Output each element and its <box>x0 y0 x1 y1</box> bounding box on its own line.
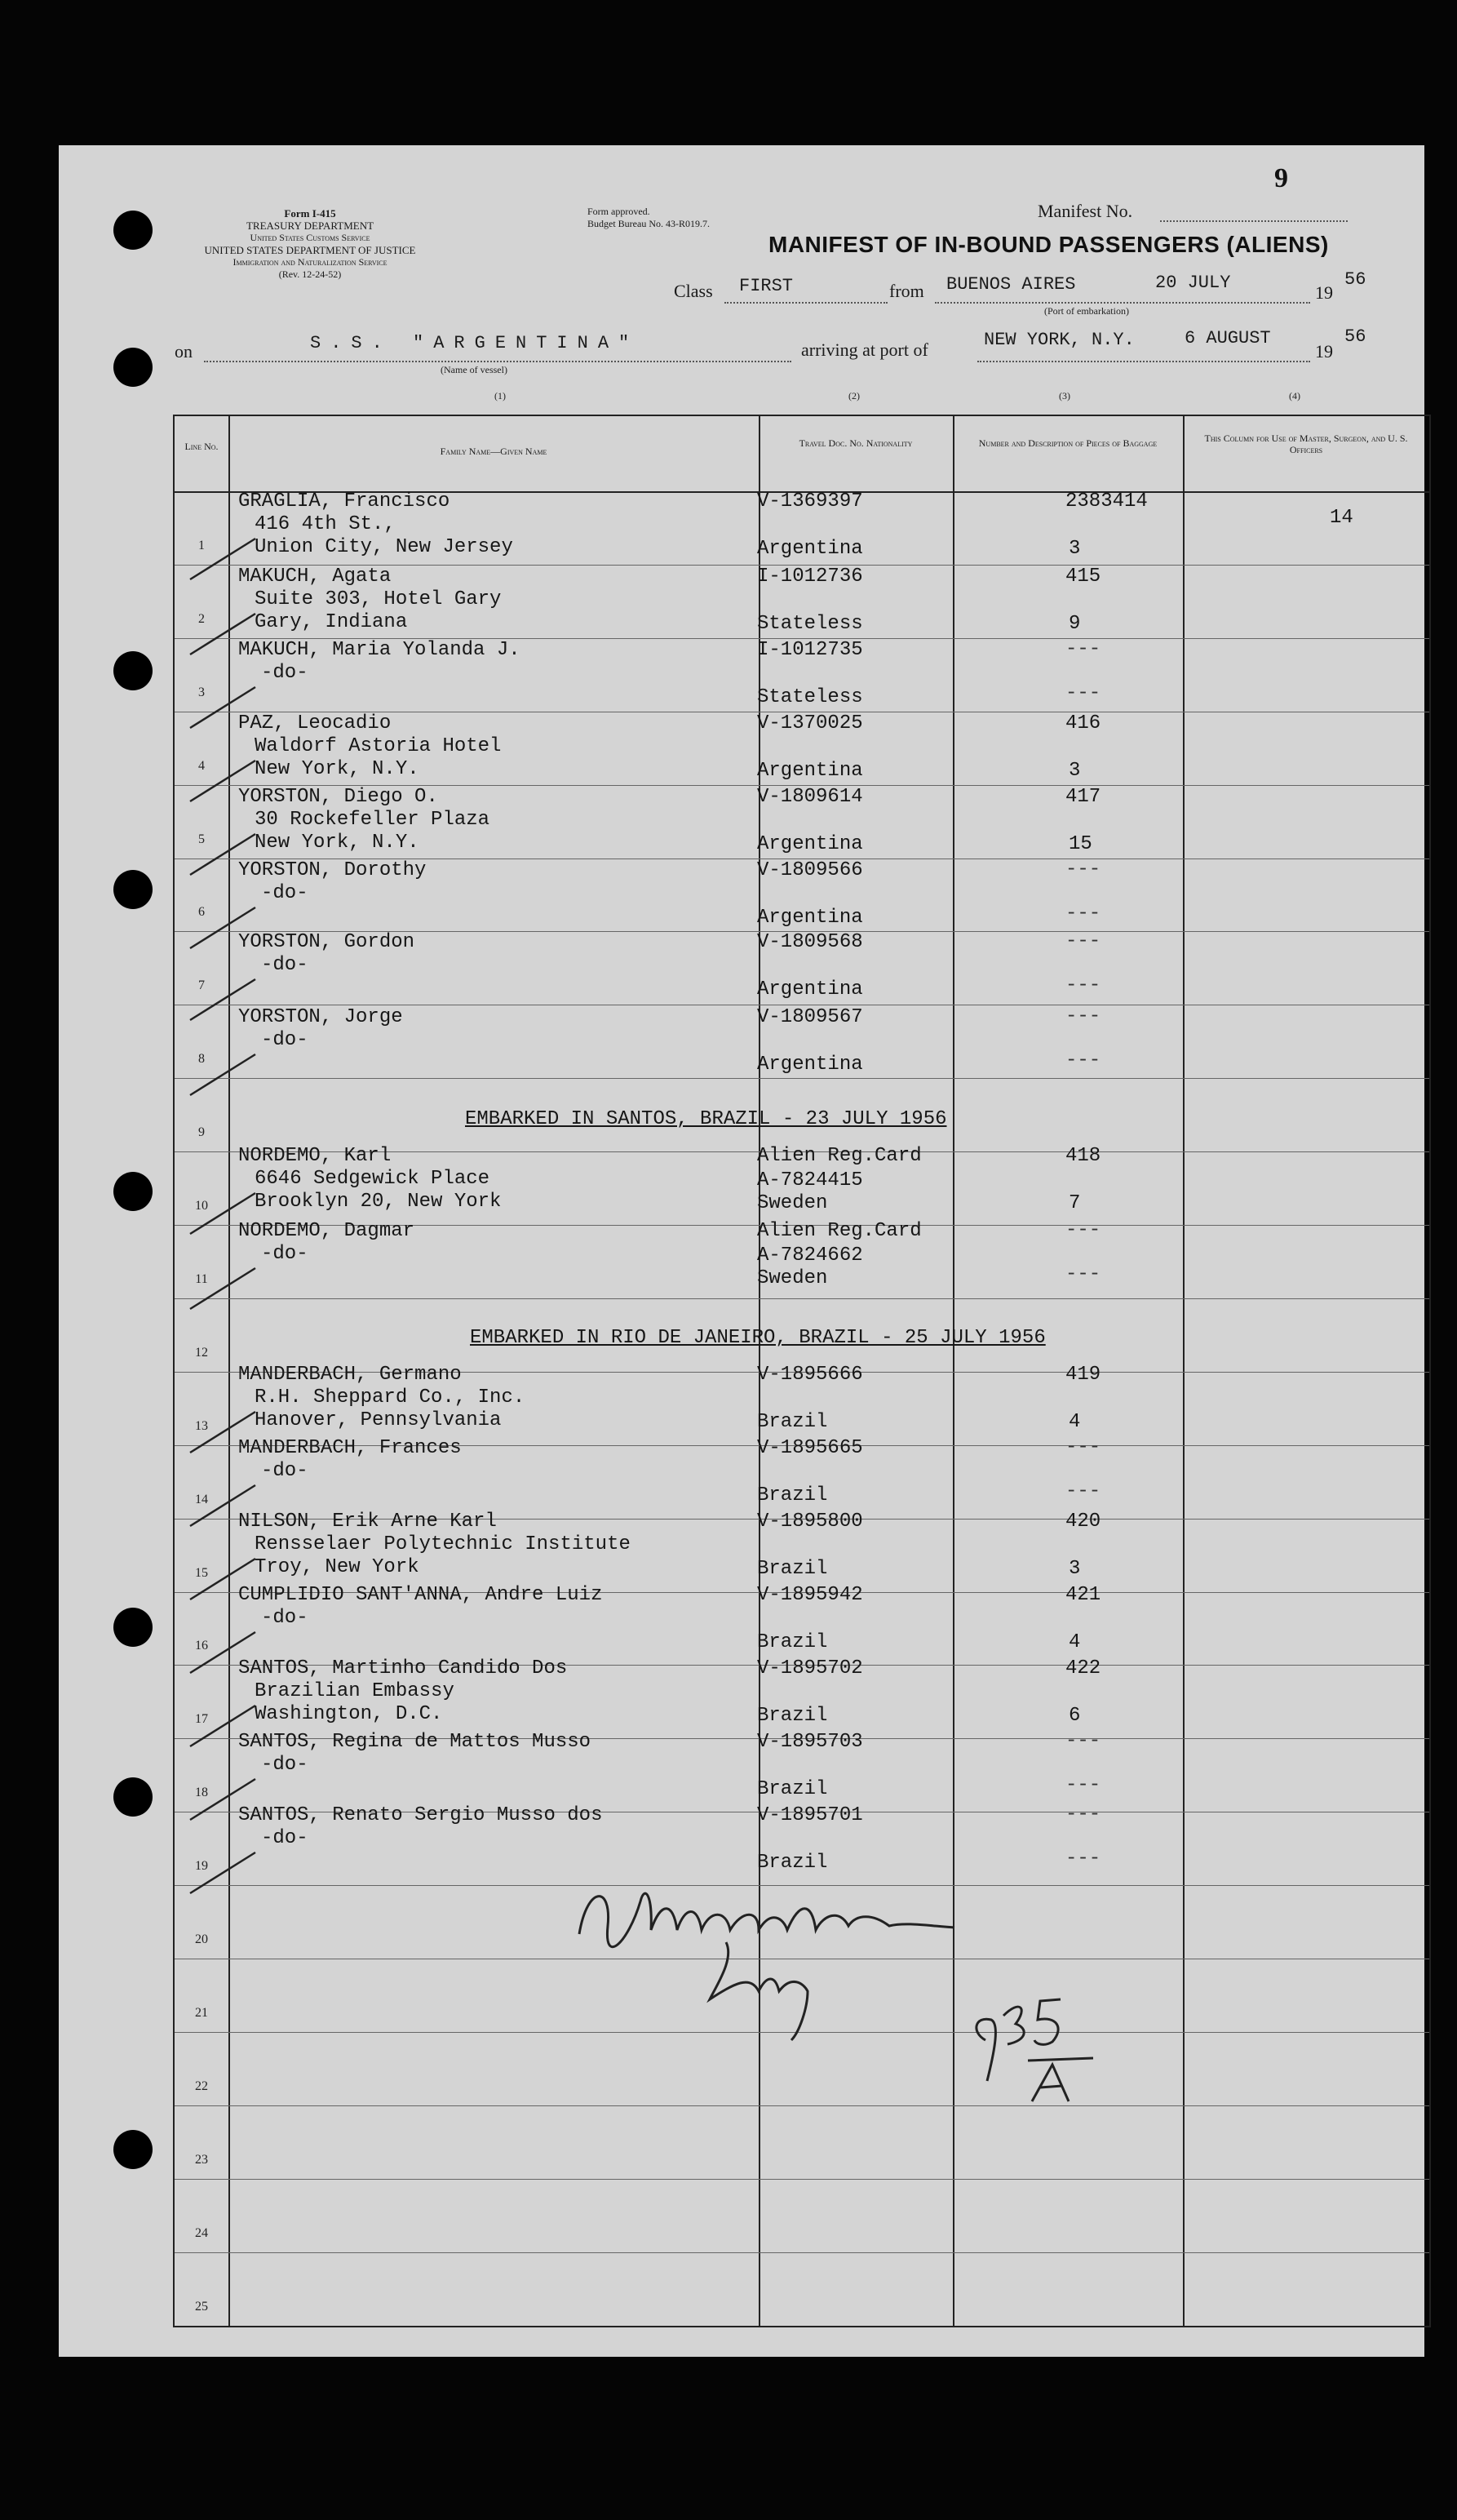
baggage-pieces: --- <box>1065 974 1101 996</box>
officer-note: 14 <box>1330 507 1353 529</box>
arriving-label: arriving at port of <box>801 339 928 360</box>
travel-doc-no: V-1809614 <box>757 786 863 808</box>
passenger-address: R.H. Sheppard Co., Inc. <box>255 1386 525 1409</box>
baggage-pieces: --- <box>1065 1848 1101 1870</box>
nationality: Brazil <box>757 1778 828 1800</box>
baggage-number: --- <box>1065 1005 1101 1027</box>
row-divider <box>175 2252 1429 2253</box>
page-number: 9 <box>1274 163 1288 193</box>
line-number: 10 <box>195 1199 208 1213</box>
travel-doc-no: V-1895701 <box>757 1804 863 1826</box>
passenger-address: -do- <box>261 1607 308 1629</box>
baggage-number: 419 <box>1065 1364 1101 1386</box>
baggage-pieces: 6 <box>1069 1705 1081 1727</box>
passenger-address: Gary, Indiana <box>255 611 408 633</box>
check-mark <box>186 1844 259 1901</box>
check-mark <box>186 1260 259 1317</box>
passenger-name: MAKUCH, Agata <box>238 566 392 588</box>
passenger-address: -do- <box>261 882 308 904</box>
line-number: 5 <box>198 832 205 846</box>
nationality: Argentina <box>757 978 863 1000</box>
baggage-number: 416 <box>1065 712 1101 734</box>
travel-doc-no: V-1895665 <box>757 1437 863 1459</box>
col-header-line: Line No. <box>184 441 219 452</box>
embarkation-heading: EMBARKED IN SANTOS, BRAZIL - 23 JULY 1956 <box>465 1108 947 1130</box>
passenger-name: NILSON, Erik Arne Karl <box>238 1511 497 1533</box>
passenger-address: Brooklyn 20, New York <box>255 1191 502 1213</box>
passenger-address: -do- <box>261 1029 308 1051</box>
form-header <box>163 207 457 281</box>
ins: Immigration and Naturalization Service <box>232 256 388 268</box>
passenger-name: SANTOS, Renato Sergio Musso dos <box>238 1804 603 1826</box>
baggage-number: 420 <box>1065 1511 1101 1533</box>
baggage-number: --- <box>1065 1803 1101 1826</box>
row-divider <box>175 2179 1429 2180</box>
passenger-name: YORSTON, Jorge <box>238 1006 403 1028</box>
year-suffix: 56 <box>1344 326 1366 347</box>
line-number: 15 <box>195 1565 208 1580</box>
vessel-name: S.S. "ARGENTINA" <box>310 333 640 353</box>
line-number: 16 <box>195 1639 208 1653</box>
baggage-number: --- <box>1065 1219 1101 1241</box>
line-number: 17 <box>195 1712 208 1727</box>
travel-doc-no: I-1012735 <box>757 639 863 661</box>
passenger-address: -do- <box>261 1243 308 1265</box>
line-number: 23 <box>195 2152 208 2167</box>
baggage-number: 418 <box>1065 1145 1101 1167</box>
passenger-name: CUMPLIDIO SANT'ANNA, Andre Luiz <box>238 1584 603 1606</box>
travel-doc-no: Alien Reg.Card <box>757 1145 922 1167</box>
arrival-line <box>977 361 1310 362</box>
line-number: 20 <box>195 1932 208 1946</box>
binder-hole <box>113 1777 153 1817</box>
baggage-number: 2383414 <box>1065 490 1148 512</box>
passenger-address: Washington, D.C. <box>255 1703 443 1725</box>
passenger-name: YORSTON, Diego O. <box>238 786 438 808</box>
travel-doc-no: I-1012736 <box>757 566 863 588</box>
nationality: Brazil <box>757 1705 828 1727</box>
row-divider <box>175 1078 1429 1079</box>
binder-hole <box>113 2130 153 2169</box>
baggage-number: 422 <box>1065 1657 1101 1679</box>
passenger-address: Brazilian Embassy <box>255 1680 454 1702</box>
line-number: 4 <box>198 758 205 773</box>
passenger-name: NORDEMO, Dagmar <box>238 1220 415 1242</box>
line-number: 7 <box>198 978 205 993</box>
port-caption: (Port of embarkation) <box>1044 305 1129 317</box>
form-id: Form I-415 <box>284 207 336 220</box>
baggage-pieces: 9 <box>1069 613 1081 635</box>
passenger-address: -do- <box>261 954 308 976</box>
doj: UNITED STATES DEPARTMENT OF JUSTICE <box>204 244 416 256</box>
passenger-name: GRAGLIA, Francisco <box>238 490 450 512</box>
passenger-name: YORSTON, Gordon <box>238 931 415 953</box>
baggage-pieces: --- <box>1065 1774 1101 1796</box>
passenger-address: 6646 Sedgewick Place <box>255 1168 490 1190</box>
travel-doc-no: V-1895800 <box>757 1511 863 1533</box>
passenger-address: -do- <box>261 662 308 684</box>
baggage-pieces: 7 <box>1069 1192 1081 1214</box>
nationality: Argentina <box>757 907 863 929</box>
passenger-address: New York, N.Y. <box>255 832 419 854</box>
baggage-number: --- <box>1065 858 1101 881</box>
nationality: Stateless <box>757 686 863 708</box>
travel-doc-no: V-1370025 <box>757 712 863 734</box>
from-date: 20 JULY <box>1155 273 1231 293</box>
passenger-address: New York, N.Y. <box>255 758 419 780</box>
passenger-name: PAZ, Leocadio <box>238 712 392 734</box>
baggage-pieces: --- <box>1065 903 1101 925</box>
baggage-pieces: 3 <box>1069 1558 1081 1580</box>
nationality: Stateless <box>757 613 863 635</box>
baggage-number: 417 <box>1065 786 1101 808</box>
travel-doc-no: V-1895703 <box>757 1731 863 1753</box>
baggage-pieces: 15 <box>1069 833 1092 855</box>
page-title: MANIFEST OF IN-BOUND PASSENGERS (ALIENS) <box>768 232 1329 257</box>
nationality: Sweden <box>757 1192 828 1214</box>
passenger-address: 416 4th St., <box>255 513 396 535</box>
on-label: on <box>175 341 193 362</box>
class-line <box>724 302 888 304</box>
from-line <box>935 302 1310 304</box>
passenger-address: Rensselaer Polytechnic Institute <box>255 1533 631 1555</box>
nationality: Argentina <box>757 1054 863 1076</box>
binder-hole <box>113 211 153 250</box>
passenger-name: NORDEMO, Karl <box>238 1145 392 1167</box>
year-suffix: 56 <box>1344 269 1366 290</box>
approval-block <box>587 206 799 230</box>
year-prefix: 19 <box>1315 341 1333 362</box>
baggage-pieces: 3 <box>1069 760 1081 782</box>
line-number: 3 <box>198 685 205 699</box>
class-value: FIRST <box>739 276 794 296</box>
travel-doc-no: V-1895702 <box>757 1657 863 1679</box>
time-annotation <box>971 1983 1134 2114</box>
line-number: 24 <box>195 2225 208 2240</box>
treasury-dept: TREASURY DEPARTMENT <box>246 220 374 232</box>
travel-doc-no: V-1809568 <box>757 931 863 953</box>
line-number: 13 <box>195 1418 208 1433</box>
line-number: 18 <box>195 1786 208 1800</box>
baggage-number: --- <box>1065 1730 1101 1752</box>
col-header-travel: Travel Doc. No. Nationality <box>799 437 913 449</box>
passenger-address: Troy, New York <box>255 1556 419 1578</box>
year-prefix: 19 <box>1315 282 1333 303</box>
baggage-number: 421 <box>1065 1584 1101 1606</box>
class-label: Class <box>674 281 713 301</box>
col-number: (1) <box>494 390 506 402</box>
passenger-name: YORSTON, Dorothy <box>238 859 427 881</box>
passenger-name: MANDERBACH, Germano <box>238 1364 462 1386</box>
line-number: 25 <box>195 2299 208 2314</box>
passenger-name: MANDERBACH, Frances <box>238 1437 462 1459</box>
travel-doc-no: V-1895942 <box>757 1584 863 1606</box>
baggage-pieces: --- <box>1065 1263 1101 1285</box>
passenger-name: SANTOS, Regina de Mattos Musso <box>238 1731 591 1753</box>
baggage-pieces: 4 <box>1069 1411 1081 1433</box>
passenger-address: 30 Rockefeller Plaza <box>255 809 490 831</box>
travel-doc-no: V-1809567 <box>757 1006 863 1028</box>
col-number: (3) <box>1059 390 1070 402</box>
arrival-port: NEW YORK, N.Y. <box>984 330 1135 350</box>
embarkation-heading: EMBARKED IN RIO DE JANEIRO, BRAZIL - 25 JULY 1956 <box>470 1327 1046 1349</box>
line-number: 22 <box>195 2079 208 2093</box>
nationality: Brazil <box>757 1631 828 1653</box>
col-header-name: Family Name—Given Name <box>440 446 547 457</box>
rev-date: (Rev. 12-24-52) <box>278 268 342 280</box>
arrival-date: 6 AUGUST <box>1185 328 1271 348</box>
baggage-pieces: --- <box>1065 1049 1101 1071</box>
from-value: BUENOS AIRES <box>946 274 1076 295</box>
baggage-number: --- <box>1065 638 1101 660</box>
passenger-address: Union City, New Jersey <box>255 536 513 558</box>
passenger-address: -do- <box>261 1754 308 1776</box>
passenger-address: -do- <box>261 1827 308 1849</box>
nationality: Brazil <box>757 1558 828 1580</box>
passenger-name: MAKUCH, Maria Yolanda J. <box>238 639 520 661</box>
passenger-name: SANTOS, Martinho Candido Dos <box>238 1657 568 1679</box>
col-header-officers: This Column for Use of Master, Surgeon, and U. S. Officers <box>1204 433 1408 455</box>
line-number: 1 <box>198 538 205 552</box>
baggage-number: --- <box>1065 930 1101 952</box>
baggage-number: 415 <box>1065 566 1101 588</box>
line-number: 19 <box>195 1859 208 1874</box>
baggage-pieces: 4 <box>1069 1631 1081 1653</box>
vessel-line <box>204 361 791 362</box>
line-number: 14 <box>195 1492 208 1506</box>
col-number: (4) <box>1289 390 1300 402</box>
line-number: 6 <box>198 905 205 920</box>
travel-doc-no: A-7824662 <box>757 1244 863 1267</box>
passenger-address: -do- <box>261 1460 308 1482</box>
travel-doc-no: V-1895666 <box>757 1364 863 1386</box>
travel-doc-no: V-1809566 <box>757 859 863 881</box>
baggage-number: --- <box>1065 1436 1101 1458</box>
binder-hole <box>113 1172 153 1211</box>
check-mark <box>186 1046 259 1103</box>
nationality: Brazil <box>757 1484 828 1506</box>
manifest-no-label: Manifest No. <box>1038 201 1133 221</box>
line-number: 21 <box>195 2005 208 2020</box>
nationality: Brazil <box>757 1411 828 1433</box>
line-number: 9 <box>198 1125 205 1140</box>
inspector-handwriting <box>563 1869 987 2130</box>
binder-hole <box>113 348 153 387</box>
travel-doc-no: A-7824415 <box>757 1169 863 1191</box>
line-number: 12 <box>195 1345 208 1360</box>
binder-hole <box>113 870 153 909</box>
baggage-pieces: --- <box>1065 682 1101 704</box>
col-header-baggage: Number and Description of Pieces of Baggage <box>978 437 1158 449</box>
line-number: 11 <box>195 1271 208 1286</box>
baggage-pieces: 3 <box>1069 538 1081 560</box>
row-divider <box>175 1298 1429 1299</box>
nationality: Argentina <box>757 833 863 855</box>
passenger-address: Waldorf Astoria Hotel <box>255 735 502 757</box>
budget-bureau: Budget Bureau No. 43-R019.7. <box>587 218 710 229</box>
passenger-address: Suite 303, Hotel Gary <box>255 588 502 610</box>
travel-doc-no: V-1369397 <box>757 490 863 512</box>
manifest-no-line <box>1160 220 1348 222</box>
vessel-caption: (Name of vessel) <box>441 364 507 375</box>
baggage-pieces: --- <box>1065 1480 1101 1502</box>
line-number: 8 <box>198 1052 205 1067</box>
binder-hole <box>113 651 153 690</box>
from-label: from <box>889 281 924 301</box>
form-approved: Form approved. <box>587 206 650 217</box>
customs-service: United States Customs Service <box>250 232 370 243</box>
travel-doc-no: Alien Reg.Card <box>757 1220 922 1242</box>
col-number: (2) <box>848 390 860 402</box>
line-number: 2 <box>198 611 205 626</box>
nationality: Brazil <box>757 1852 828 1874</box>
passenger-address: Hanover, Pennsylvania <box>255 1409 502 1431</box>
binder-hole <box>113 1608 153 1647</box>
nationality: Argentina <box>757 538 863 560</box>
nationality: Argentina <box>757 760 863 782</box>
nationality: Sweden <box>757 1267 828 1289</box>
